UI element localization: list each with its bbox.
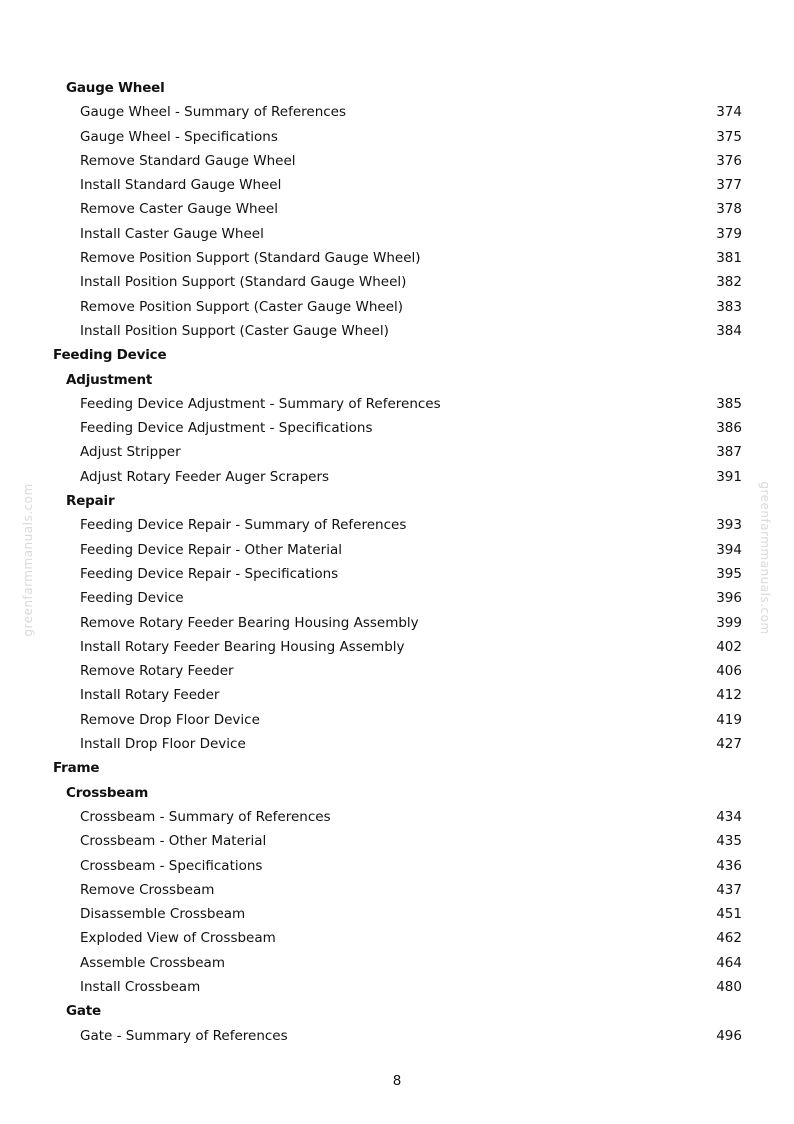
- toc-entry[interactable]: [0, 926, 794, 950]
- toc-entry-title: Crossbeam - Specifications: [80, 857, 263, 874]
- toc-entry-page: 436: [716, 857, 742, 874]
- toc-entry[interactable]: [0, 562, 794, 586]
- toc-entry-title: Remove Standard Gauge Wheel: [80, 152, 296, 169]
- toc-entry-page: 399: [716, 614, 742, 631]
- toc-entry[interactable]: [0, 295, 794, 319]
- toc-subsection-heading: [0, 489, 794, 513]
- toc-entry-title: Crossbeam - Other Material: [80, 833, 267, 850]
- toc-entry-title: Exploded View of Crossbeam: [80, 930, 276, 947]
- toc-entry-page: 480: [716, 978, 742, 995]
- toc-entry[interactable]: [0, 659, 794, 683]
- toc-entry[interactable]: [0, 197, 794, 221]
- toc-entry[interactable]: [0, 732, 794, 756]
- toc-entry-page: 377: [716, 177, 742, 194]
- toc-entry-title: Install Position Support (Standard Gauge Wheel): [80, 274, 407, 291]
- toc-entry-title: Adjust Stripper: [80, 444, 181, 461]
- toc-entry[interactable]: [0, 829, 794, 853]
- toc-entry[interactable]: [0, 416, 794, 440]
- toc-entry-title: Remove Crossbeam: [80, 881, 215, 898]
- toc-section-heading: [0, 343, 794, 367]
- toc-entry[interactable]: [0, 708, 794, 732]
- toc-entry-page: 382: [716, 274, 742, 291]
- toc-entry[interactable]: [0, 125, 794, 149]
- toc-entry-title: Install Crossbeam: [80, 978, 201, 995]
- toc-entry-title: Remove Position Support (Standard Gauge Wheel): [80, 250, 421, 267]
- toc-entry-title: Remove Rotary Feeder: [80, 663, 234, 680]
- toc-entry[interactable]: [0, 1024, 794, 1048]
- toc-entry-title: Remove Drop Floor Device: [80, 711, 260, 728]
- toc-entry-page: 385: [716, 395, 742, 412]
- toc-entry[interactable]: [0, 149, 794, 173]
- toc-entry[interactable]: [0, 100, 794, 124]
- toc-entry-page: 387: [716, 444, 742, 461]
- toc-entry[interactable]: [0, 440, 794, 464]
- toc-entry[interactable]: [0, 635, 794, 659]
- toc-entry[interactable]: [0, 854, 794, 878]
- toc-entry-page: 384: [716, 322, 742, 339]
- toc-entry-title: Feeding Device Repair - Other Material: [80, 541, 342, 558]
- table-of-contents: [0, 76, 794, 1048]
- toc-subsection-heading: [0, 368, 794, 392]
- toc-entry-page: 391: [716, 468, 742, 485]
- toc-entry-page: 402: [716, 638, 742, 655]
- watermark-right: greenfarmmanuals.com: [758, 481, 772, 635]
- toc-entry[interactable]: [0, 513, 794, 537]
- toc-entry-title: Install Position Support (Caster Gauge Wheel): [80, 322, 389, 339]
- toc-entry-page: 462: [716, 930, 742, 947]
- toc-entry-title: Install Caster Gauge Wheel: [80, 225, 264, 242]
- toc-entry-title: Feeding Device: [53, 347, 167, 364]
- toc-entry[interactable]: [0, 319, 794, 343]
- toc-entry-page: 375: [716, 128, 742, 145]
- toc-entry-page: 437: [716, 881, 742, 898]
- toc-entry-title: Adjustment: [66, 371, 153, 388]
- toc-entry-title: Repair: [66, 493, 115, 510]
- toc-entry[interactable]: [0, 173, 794, 197]
- toc-entry[interactable]: [0, 392, 794, 416]
- toc-entry-title: Adjust Rotary Feeder Auger Scrapers: [80, 468, 330, 485]
- toc-subsection-heading: [0, 76, 794, 100]
- page-number: 8: [392, 1073, 402, 1089]
- toc-entry[interactable]: [0, 222, 794, 246]
- toc-entry-title: Assemble Crossbeam: [80, 954, 225, 971]
- toc-subsection-heading: [0, 781, 794, 805]
- toc-entry-page: 393: [716, 517, 742, 534]
- toc-entry-page: 451: [716, 906, 742, 923]
- toc-entry-title: Crossbeam - Summary of References: [80, 808, 331, 825]
- toc-entry-title: Feeding Device Repair - Summary of References: [80, 517, 407, 534]
- toc-entry-title: Feeding Device Adjustment - Specifications: [80, 420, 373, 437]
- toc-entry[interactable]: [0, 246, 794, 270]
- toc-entry-page: 412: [716, 687, 742, 704]
- toc-entry-page: 396: [716, 590, 742, 607]
- toc-entry-page: 496: [716, 1027, 742, 1044]
- toc-entry-page: 427: [716, 736, 742, 753]
- toc-entry-page: 435: [716, 833, 742, 850]
- toc-entry-title: Gauge Wheel - Specifications: [80, 128, 278, 145]
- toc-entry-page: 374: [716, 104, 742, 121]
- toc-entry-title: Install Drop Floor Device: [80, 736, 246, 753]
- toc-entry[interactable]: [0, 683, 794, 707]
- toc-entry[interactable]: [0, 611, 794, 635]
- toc-entry-page: 378: [716, 201, 742, 218]
- toc-entry-page: 419: [716, 711, 742, 728]
- toc-entry-title: Feeding Device: [80, 590, 184, 607]
- toc-entry-page: 395: [716, 565, 742, 582]
- toc-entry-title: Gate: [66, 1003, 102, 1020]
- toc-entry-title: Feeding Device Adjustment - Summary of References: [80, 395, 441, 412]
- toc-entry-page: 381: [716, 250, 742, 267]
- toc-entry-page: 394: [716, 541, 742, 558]
- toc-entry-title: Install Standard Gauge Wheel: [80, 177, 282, 194]
- toc-entry-page: 383: [716, 298, 742, 315]
- toc-entry-title: Disassemble Crossbeam: [80, 906, 246, 923]
- watermark-left: greenfarmmanuals.com: [21, 483, 35, 637]
- toc-entry-title: Remove Rotary Feeder Bearing Housing Assembly: [80, 614, 419, 631]
- toc-section-heading: [0, 756, 794, 780]
- toc-entry-page: 464: [716, 954, 742, 971]
- toc-entry[interactable]: [0, 951, 794, 975]
- toc-entry-title: Gauge Wheel - Summary of References: [80, 104, 347, 121]
- toc-entry[interactable]: [0, 270, 794, 294]
- toc-entry-page: 434: [716, 808, 742, 825]
- toc-entry[interactable]: [0, 586, 794, 610]
- toc-entry[interactable]: [0, 538, 794, 562]
- toc-entry-page: 376: [716, 152, 742, 169]
- toc-entry[interactable]: [0, 902, 794, 926]
- toc-entry-page: 406: [716, 663, 742, 680]
- toc-entry-title: Install Rotary Feeder: [80, 687, 220, 704]
- toc-entry[interactable]: [0, 805, 794, 829]
- toc-entry-title: Gauge Wheel: [66, 80, 165, 96]
- toc-entry[interactable]: [0, 465, 794, 489]
- toc-entry-title: Frame: [53, 760, 100, 777]
- toc-entry-title: Feeding Device Repair - Specifications: [80, 565, 339, 582]
- toc-entry-page: 386: [716, 420, 742, 437]
- toc-entry-title: Install Rotary Feeder Bearing Housing Assembly: [80, 638, 405, 655]
- toc-entry-title: Crossbeam: [66, 784, 149, 801]
- toc-entry-title: Remove Caster Gauge Wheel: [80, 201, 278, 218]
- toc-subsection-heading: [0, 999, 794, 1023]
- toc-entry-page: 379: [716, 225, 742, 242]
- toc-entry[interactable]: [0, 975, 794, 999]
- toc-entry-title: Gate - Summary of References: [80, 1027, 288, 1044]
- toc-entry[interactable]: [0, 878, 794, 902]
- toc-entry-title: Remove Position Support (Caster Gauge Wheel): [80, 298, 404, 315]
